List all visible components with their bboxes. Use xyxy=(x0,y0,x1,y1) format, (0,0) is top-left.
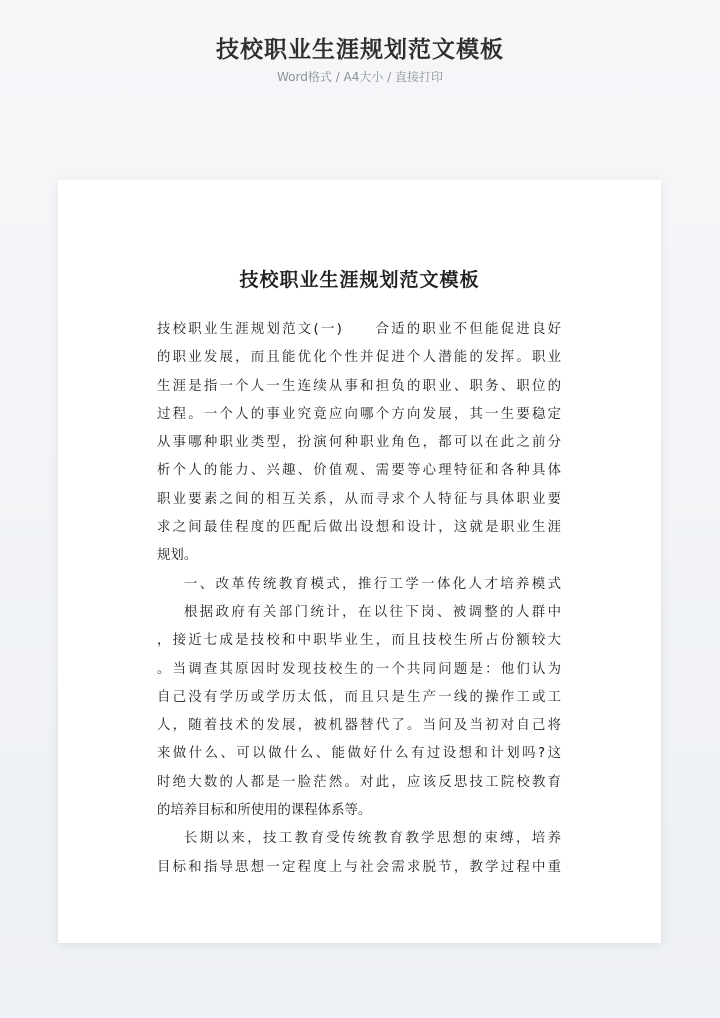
document-line: 一、改革传统教育模式，推行工学一体化人才培养模式 xyxy=(184,576,561,592)
document-line: 规划。 xyxy=(157,548,198,564)
document-line: 时绝大数的人都是一脸茫然。对此，应该反思技工院校教育 xyxy=(157,774,561,790)
page-subtitle: Word格式 / A4大小 / 直接打印 xyxy=(276,70,444,84)
document-line: 从事哪种职业类型，扮演何种职业角色，都可以在此之前分 xyxy=(157,435,561,451)
page-title: 技校职业生涯规划范文模板 xyxy=(216,37,504,63)
document-line: 的职业发展，而且能优化个性并促进个人潜能的发挥。职业 xyxy=(157,350,561,366)
document-line: 人，随着技术的发展，被机器替代了。当问及当初对自己将 xyxy=(157,718,561,734)
document-line: 。当调查其原因时发现技校生的一个共同问题是：他们认为 xyxy=(157,661,561,677)
page-header xyxy=(0,34,720,86)
document-line: 过程。一个人的事业究竟应向哪个方向发展，其一生要稳定 xyxy=(157,406,561,422)
document-line: 生涯是指一个人一生连续从事和担负的职业、职务、职位的 xyxy=(157,378,561,394)
document-line: 析个人的能力、兴趣、价值观、需要等心理特征和各种具体 xyxy=(157,463,561,479)
document-line: 目标和指导思想一定程度上与社会需求脱节，教学过程中重 xyxy=(157,859,561,875)
document-preview-page xyxy=(58,180,661,943)
document-line: 根据政府有关部门统计，在以往下岗、被调整的人群中 xyxy=(184,604,561,620)
document-body xyxy=(157,316,561,882)
document-line: 长期以来，技工教育受传统教育教学思想的束缚，培养 xyxy=(184,831,561,847)
document-title: 技校职业生涯规划范文模板 xyxy=(239,269,480,291)
document-line: 的培养目标和所使用的课程体系等。 xyxy=(157,803,372,819)
document-line: ，接近七成是技校和中职毕业生，而且技校生所占份额较大 xyxy=(157,633,561,649)
document-line: 自己没有学历或学历太低，而且只是生产一线的操作工或工 xyxy=(157,689,561,705)
document-line: 来做什么、可以做什么、能做好什么有过设想和计划吗?这 xyxy=(157,746,561,762)
document-line: 职业要素之间的相互关系，从而寻求个人特征与具体职业要 xyxy=(157,491,561,507)
document-line: 求之间最佳程度的匹配后做出设想和设计，这就是职业生涯 xyxy=(157,520,561,536)
document-line: 技校职业生涯规划范文(一) 合适的职业不但能促进良好 xyxy=(157,322,561,337)
